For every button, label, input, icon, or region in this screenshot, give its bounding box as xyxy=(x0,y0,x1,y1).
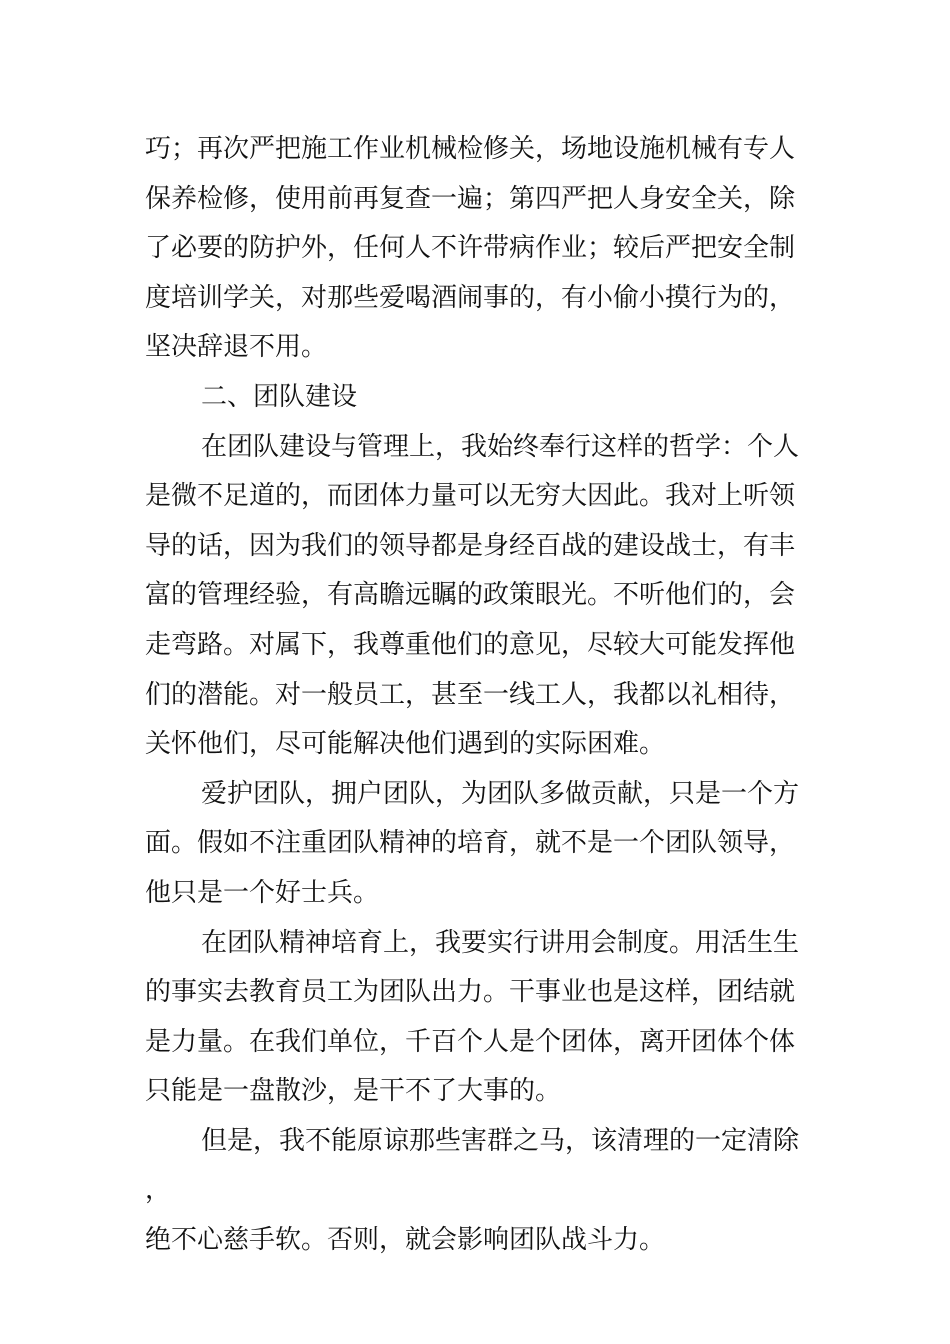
text-line: 坚决辞退不用。 xyxy=(145,332,328,363)
text-line: 走弯路。对属下，我尊重他们的意见，尽较大可能发挥他 xyxy=(145,629,796,660)
text-line: 了必要的防护外，任何人不许带病作业；较后严把安全制 xyxy=(145,233,796,264)
text-line: 度培训学关，对那些爱喝酒闹事的，有小偷小摸行为的， xyxy=(145,282,796,313)
text-line: 二、团队建设 xyxy=(201,381,358,412)
paragraph-safety-checks xyxy=(145,125,815,373)
text-line: 他只是一个好士兵。 xyxy=(145,877,380,908)
text-line: 导的话，因为我们的领导都是身经百战的建设战士，有丰 xyxy=(145,530,796,561)
text-line: 在团队精神培育上，我要实行讲用会制度。用活生生 xyxy=(201,927,800,958)
paragraph-team-philosophy xyxy=(145,423,815,770)
paragraph-team-spirit xyxy=(145,770,815,919)
text-line: 绝不心慈手软。否则，就会影响团队战斗力。 xyxy=(145,1225,666,1256)
paragraph-discipline xyxy=(145,1117,815,1266)
text-line: 的事实去教育员工为团队出力。干事业也是这样，团结就 xyxy=(145,977,796,1008)
section-heading-team-building xyxy=(145,373,815,423)
text-line: 富的管理经验，有高瞻远瞩的政策眼光。不听他们的，会 xyxy=(145,580,796,611)
text-line: 们的潜能。对一般员工，甚至一线工人，我都以礼相待， xyxy=(145,679,796,710)
text-line: 关怀他们，尽可能解决他们遇到的实际困难。 xyxy=(145,729,666,760)
document-body xyxy=(145,125,815,1266)
text-line: 巧；再次严把施工作业机械检修关，场地设施机械有专人 xyxy=(145,134,796,164)
text-line: 但是，我不能原谅那些害群之马，该清理的一定清除， xyxy=(145,1125,800,1206)
text-line: 只能是一盘散沙，是干不了大事的。 xyxy=(145,1076,562,1107)
paragraph-team-cultivation xyxy=(145,919,815,1117)
text-line: 是力量。在我们单位，千百个人是个团体，离开团体个体 xyxy=(145,1026,796,1057)
text-line: 面。假如不注重团队精神的培育，就不是一个团队领导， xyxy=(145,828,796,859)
text-line: 爱护团队，拥户团队，为团队多做贡献，只是一个方 xyxy=(201,778,800,809)
text-line: 在团队建设与管理上，我始终奉行这样的哲学：个人 xyxy=(201,431,800,462)
text-line: 保养检修，使用前再复查一遍；第四严把人身安全关，除 xyxy=(145,183,796,214)
text-line: 是微不足道的，而团体力量可以无穷大因此。我对上听领 xyxy=(145,481,796,512)
